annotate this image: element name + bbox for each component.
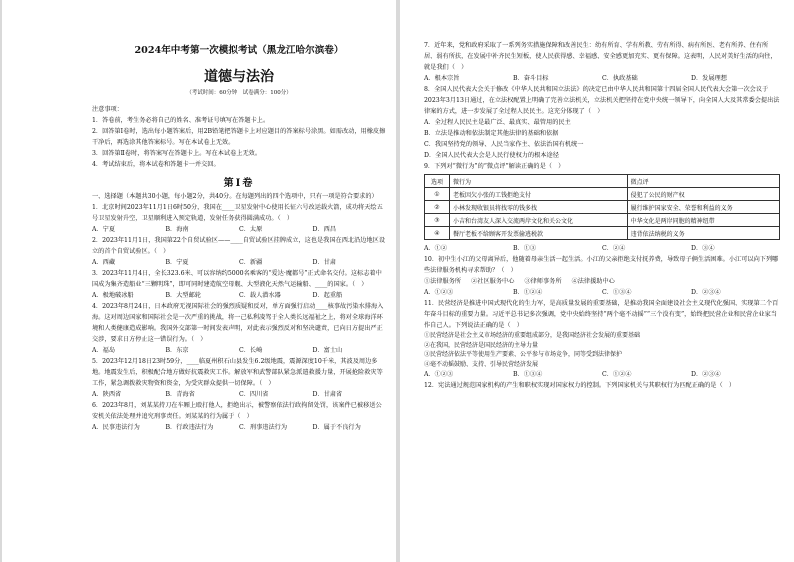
statement: ②社区服务中心 — [471, 278, 515, 285]
option: B．立法是推动和依法制定其他法律的基础和依据 — [424, 130, 559, 137]
option: D．②③④ — [691, 371, 721, 378]
table-cell: 小林发现收银员将找零的钱多找 — [450, 201, 628, 214]
question-5 — [92, 356, 386, 400]
question-stem: 5．2023年12月18日23时59分，____临夏州积石山县发生6.2级地震，震源深度10千米，其波及周边多地。地震发生后，积极配合地方做好抗震救灾工作。解放军和武警部队紧急派遣救援力量，开展抢险救灾等工作，紧急调拨救灾物资和资金，为受灾群众提供一切保障。（ ） — [92, 358, 383, 387]
question-7 — [424, 40, 780, 84]
question-2 — [92, 235, 386, 268]
table-header: 微点评 — [627, 175, 779, 188]
option: B．①③ — [513, 245, 537, 252]
option: C．载人潜水器 — [239, 292, 281, 299]
statement: ①民营经济是社会主义市场经济的重要组成部分，是我国经济社会发展的重要基础 — [424, 332, 641, 339]
option: B．东京 — [165, 347, 189, 354]
statement: ③律师事务所 — [524, 278, 562, 285]
question-12 — [424, 380, 780, 391]
question-stem: 11．民营经济是推进中国式现代化的生力军，是高质量发展的重要基础，是推动我国全面建设社会主义现代化强国、实现第二个百年奋斗目标的重要力量。习近平总书记多次强调，党中央始终坚持“两个毫不动摇”“三个没有变”，始终把民营企业和民营企业家当作自己人。下列说法正确的是（ ） — [424, 300, 779, 329]
question-stem: 4．2023年8月24日，日本政府无视国际社会的强烈质疑和反对，单方面强行启动____核事故污染水排海入海。这对周边国家和国际社会是一次严重的挑战，将一己私利凌驾于全人类长远福祉之上，将对全球海洋环境和人类健康造成影响。我国外交部第一时间发表声明，对此表示强烈反对和坚决谴责，已向日方提出严正交涉，要求日方停止这一错误行为。（ ） — [92, 303, 384, 343]
option: A．极地破冰船 — [92, 292, 134, 299]
option: A．陕西省 — [92, 391, 122, 398]
option: D．全国人民代表大会是人民行使权力的根本途径 — [424, 152, 559, 159]
notice-item: 3．回答第Ⅱ卷时，将答案写在答题卡上。写在本试卷上无效。 — [92, 150, 262, 157]
option: A．宁夏 — [92, 226, 116, 233]
table-header-row — [425, 175, 780, 188]
question-4 — [92, 301, 386, 356]
option: B．奋斗目标 — [513, 75, 549, 82]
table-cell: 餐厅老板不给顾客开发票偷逃税款 — [450, 227, 628, 240]
option: A．①②③ — [424, 289, 454, 296]
question-10 — [424, 254, 780, 298]
option: B．①②④ — [513, 289, 543, 296]
option: C．太原 — [239, 226, 263, 233]
option: A．西藏 — [92, 259, 116, 266]
question-6 — [92, 400, 386, 433]
statement: ①法律服务所 — [424, 278, 462, 285]
option: B．青海省 — [165, 391, 195, 398]
option: A．根本宗旨 — [424, 75, 460, 82]
question-3 — [92, 268, 386, 301]
question-stem: 7．近年来，党和政府采取了一系列务实措施保障和改善民生：幼有所育、学有所教、劳有所得、病有所医、老有所养、住有所居、弱有所扶，在发展中补齐民生短板，使人民获得感、幸福感、安全感更加充实、更有保障。这表明，人民对美好生活的向往，就是我们（ ） — [424, 42, 777, 71]
table-cell: ③ — [425, 214, 450, 227]
left-page — [2, 0, 396, 562]
table-row — [425, 214, 780, 227]
option: C．①②④ — [602, 371, 632, 378]
question-stem: 1．北京时间2023年11月1日6时50分，我国在____卫星发射中心使用长征六号改运载火箭，成功将天绘五号卫星发射升空，卫星顺利进入预定轨道，发射任务获得圆满成功。（ ） — [92, 204, 383, 222]
exam-title: 2024年中考第一次模拟考试（黑龙江哈尔滨卷） — [134, 45, 344, 56]
question-stem: 6．2023年8月，刘某某持刀在车厢上殴打他人，拒绝出示，被警察依法行政拘留处罚，该案件已被移送公安机关依法处理并追究刑事责任。刘某某的行为属于（ ） — [92, 402, 382, 420]
option: D．甘肃省 — [312, 391, 343, 398]
option: D．西昌 — [312, 226, 337, 233]
option: C．②④ — [602, 245, 626, 252]
exam-note: （考试时间：60分钟 试卷满分：100分） — [186, 90, 292, 96]
question-stem: 2．2023年11月1日，我国第22个自贸试验区——____自贸试验区挂牌成立，这也是我国在西北沿边地区设立的首个自贸试验区。（ ） — [92, 237, 386, 255]
question-stem: 9．下列对“微行为”的“微点评”解读正确的是（ ） — [424, 163, 565, 170]
table-row — [425, 201, 780, 214]
question-options — [424, 287, 780, 298]
question-options — [424, 73, 780, 84]
option: C．刑事违法行为 — [239, 424, 288, 431]
statement: ④毫不动摇鼓励、支持、引导民营经济发展 — [424, 360, 539, 368]
question-stem: 10．初中生小江的父母离异后，他随着母亲生活一起生活。小江的父亲拒绝支付抚养费，导致母子俩生活困难。小江可以向下列哪些法律服务机构寻求帮助？（ ） — [424, 256, 779, 274]
question-8 — [424, 84, 780, 161]
question-1 — [92, 202, 386, 235]
option: D．②③④ — [691, 289, 721, 296]
option: A．①② — [424, 245, 448, 252]
table-header: 选项 — [425, 175, 450, 188]
subject-title: 道德与法治 — [204, 69, 274, 85]
question-stem: 8．全国人民代表大会关于修改《中华人民共和国立法法》的决定已由中华人民共和国第十四届全国人民代表大会第一次会议于2023年3月13日通过，在立法权配置上明确了完善立法机关，立法机关把坚持在党中央统一领导下，向全国人大及其常委会提出法律案的方式，进一步发展了全过程人民民主。这充分体现了（ ） — [424, 86, 780, 115]
table-cell: 小吉和台湾友人深入交流两岸文化和关公文化 — [450, 214, 628, 227]
option: A．全过程人民民主是最广泛、最真实、最管用的民主 — [424, 119, 571, 126]
question-stem: 3．2023年11月4日，全长323.6米、可以容纳约5000名乘客的“爱达·魔都号”正式命名交付。这标志着中国成为集齐造船业“三颗明珠”，即可同时建造航空母舰、大型液化天然气运输船、____的国家。（ ） — [92, 270, 382, 288]
question-options — [424, 243, 780, 254]
table-cell: 中华文化是两岸同胞的精神纽带 — [627, 214, 779, 227]
statement-list — [424, 276, 780, 287]
table-cell: ① — [425, 188, 450, 201]
notice-item: 1．答卷前，考生务必将自己的姓名、准考证号填写在答题卡上。 — [92, 117, 270, 124]
question-options — [92, 422, 386, 433]
comment-table — [424, 174, 780, 240]
question-options — [424, 117, 780, 161]
question-options — [92, 345, 386, 356]
question-options — [92, 389, 386, 400]
right-page — [400, 0, 794, 562]
table-row — [425, 188, 780, 201]
option: B．宁夏 — [165, 259, 189, 266]
option: C．长崎 — [239, 347, 263, 354]
question-11 — [424, 298, 780, 380]
question-options — [92, 290, 386, 301]
table-cell: ④ — [425, 227, 450, 240]
option: D．甘肃 — [312, 259, 337, 266]
question-stem: 12．宪法通过规范国家机构的产生和职权实现对国家权力的控制。下列国家机关与其职权行为匹配正确的是（ ） — [424, 382, 736, 389]
question-9 — [424, 161, 780, 254]
table-header: 微行为 — [450, 175, 628, 188]
table-cell: ② — [425, 201, 450, 214]
option: A．①②③ — [424, 371, 454, 378]
notice-item: 4．考试结束后，将本试卷和答题卡一并交回。 — [92, 161, 220, 168]
table-cell: 侵犯了公民的财产权 — [627, 188, 779, 201]
option: D．富士山 — [312, 347, 343, 354]
option: D．属于不良行为 — [312, 424, 361, 431]
option: A．福岛 — [92, 347, 116, 354]
table-cell: 老板因欠小张的工钱拒绝支付 — [450, 188, 628, 201]
notice-item: 2．回答第Ⅰ卷时，选出每小题答案后，用2B铅笔把答题卡上对应题目的答案标号涂黑。如需改动，用橡皮擦干净后，再选涂其他答案标号。写在本试卷上无效。 — [92, 128, 386, 146]
option: C．①③④ — [602, 289, 632, 296]
option: A．民事违法行为 — [92, 424, 140, 431]
section-intro: 一、选择题（本题共30小题，每小题2分，共40分。在每题列出的四个选项中，只有一项是符合要求的） — [92, 193, 378, 200]
option: B．行政违法行为 — [165, 424, 214, 431]
option: B．①③④ — [513, 371, 543, 378]
option: D．起重船 — [312, 292, 343, 299]
table-cell: 违背依法纳税的义务 — [627, 227, 779, 240]
option: C．我国坚持党的领导、人民当家作主、依法治国有机统一 — [424, 141, 584, 148]
option: C．四川省 — [239, 391, 269, 398]
question-options — [424, 369, 780, 380]
option: B．大型邮轮 — [165, 292, 201, 299]
option: B．海南 — [165, 226, 189, 233]
question-options — [92, 257, 386, 268]
notice-heading: 注意事项： — [92, 106, 123, 113]
question-options — [92, 224, 386, 235]
table-cell: 履行维护国家安全、荣誉和利益的义务 — [627, 201, 779, 214]
option: C．执政基础 — [602, 75, 638, 82]
statement: ④法律援助中心 — [571, 278, 615, 285]
statement: ②在我国，民营经济是国民经济的主导力量 — [424, 341, 539, 349]
option: D．③④ — [691, 245, 715, 252]
table-row — [425, 227, 780, 240]
section-title: 第Ⅰ卷 — [223, 178, 255, 189]
statement: ③民营经济依法平等使用生产要素、公平参与市场竞争，同等受到法律保护 — [424, 351, 623, 358]
option: D．发展理想 — [691, 75, 727, 82]
option: C．新疆 — [239, 259, 263, 266]
